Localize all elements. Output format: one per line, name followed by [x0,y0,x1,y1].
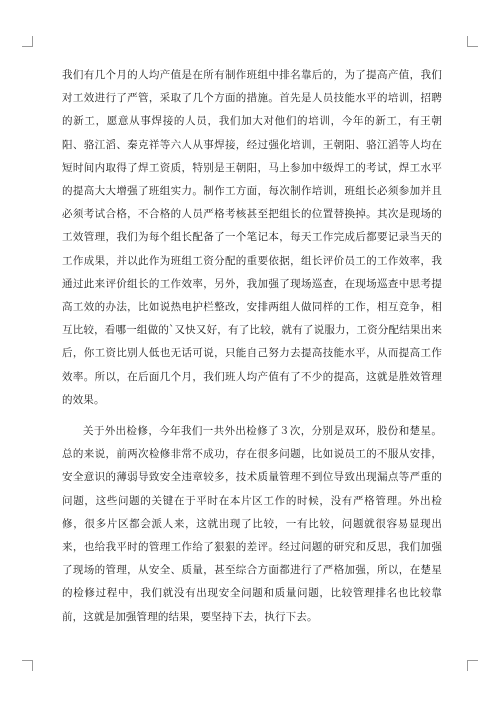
page-corner-mark-top-right [467,36,478,47]
paragraph-productivity: 我们有几个月的人均产值是在所有制作班组中排名靠后的，为了提高产值，我们对工效进行了严管，采取了几个方面的措施。首先是人员技能水平的培训，招聘的新工，愿意从事焊接的人员，我们加大对他们的培训，今年的新工，有王朝阳、骆江滔、秦克祥等六人从事焊接，经过强化培训，王朝阳、骆江滔等人均在短时间内取得了焊工资质，特别是王朝阳，马上参加中级焊工的考试，焊工水平的提高大大增强了班组实力。制作工方面，每次制作培训，班组长必须参加并且必须考试合格，不合格的人员严格考核甚至把组长的位置替换掉。其次是现场的工效管理，我们为每个组长配备了一个笔记本，每天工作完成后都要记录当天的工作成果，并以此作为班组工资分配的重要依据，组长评价员工的工作效率，我通过此来评价组长的工作效率，另外，我加强了现场巡查，在现场巡查中思考提高工效的办法，比如说热电护栏整改，安排两组人做同样的工作，相互竞争，相互比较，看哪一组做的`又快又好，有了比较，就有了说服力，工资分配结果出来后，你工资比别人低也无话可说，只能自己努力去提高技能水平，从而提高工作效率。所以，在后面几个月，我们班人均产值有了不少的提高，这就是胜效管理的效果。 [62,69,442,406]
page-corner-mark-bottom-right [467,660,478,671]
page-corner-mark-bottom-left [22,660,33,671]
document-body [62,64,442,637]
page-corner-mark-top-left [22,36,33,47]
paragraph-external-maintenance: 关于外出检修，今年我们一共外出检修了３次，分别是双环，股份和楚星。总的来说，前两次检修非常不成功，存在很多问题，比如说员工的不服从安排，安全意识的薄弱导致安全违章较多，技术质量管理不到位导致出现漏点等严重的问题，这些问题的关键在于平时在本片区工作的时候，没有严格管理。外出检修，很多片区都会派人来，这就出现了比较，一有比较，问题就很容易显现出来，也给我平时的管理工作给了狠狠的差评。经过问题的研究和反思，我们加强了现场的管理，从安全、质量，甚至综合方面都进行了严格加强，所以，在楚星的检修过程中，我们就没有出现安全问题和质量问题，比较管理排名也比较靠前，这就是加强管理的结果，要坚持下去，执行下去。 [62,425,442,623]
